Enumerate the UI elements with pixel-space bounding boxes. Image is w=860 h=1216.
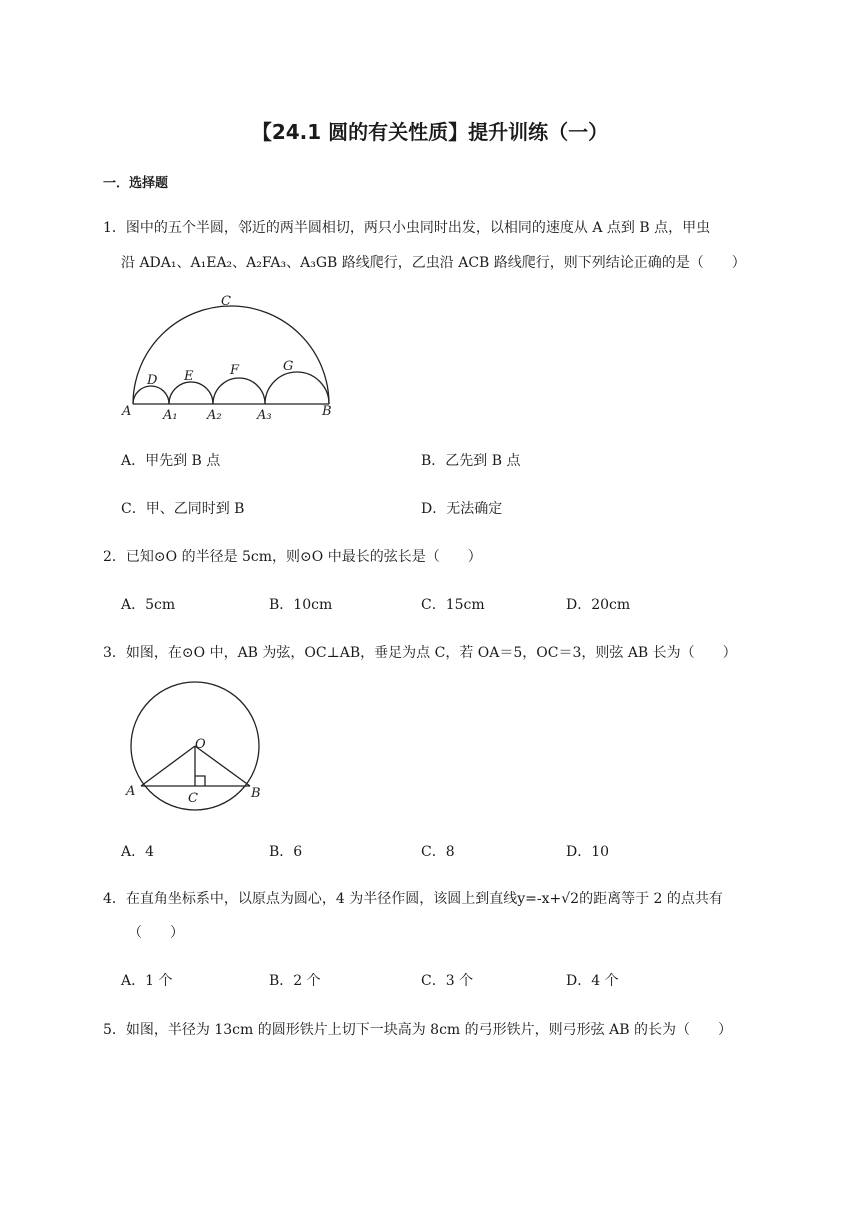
label-a: A bbox=[126, 784, 136, 799]
label-d: D bbox=[147, 373, 158, 388]
semicircle-d bbox=[133, 386, 169, 404]
label-a: A bbox=[122, 404, 132, 419]
question-1-option-c: C．甲、乙同时到 B bbox=[121, 501, 245, 517]
label-b: B bbox=[251, 786, 261, 801]
question-4-option-a: A．1 个 bbox=[121, 973, 173, 989]
question-4-line-2: （ ） bbox=[128, 925, 184, 941]
question-1-option-b: B．乙先到 B 点 bbox=[421, 453, 521, 469]
label-b: B bbox=[322, 404, 332, 419]
question-2-option-c: C．15cm bbox=[421, 597, 485, 613]
label-o: O bbox=[195, 737, 206, 752]
question-3-option-a: A．4 bbox=[121, 844, 155, 860]
question-2-option-a: A．5cm bbox=[121, 597, 176, 613]
question-1-option-a: A．甲先到 B 点 bbox=[121, 453, 221, 469]
question-3-option-b: B．6 bbox=[269, 844, 303, 860]
question-3-text: 3．如图，在⊙O 中，AB 为弦，OC⊥AB，垂足为点 C，若 OA＝5，OC＝3，则弦 AB 长为（ ） bbox=[103, 645, 737, 661]
segment-ob bbox=[195, 746, 250, 786]
semicircles-figure bbox=[115, 288, 345, 428]
label-a1: A₁ bbox=[163, 408, 178, 423]
question-3-option-c: C．8 bbox=[421, 844, 455, 860]
right-angle-mark bbox=[195, 776, 205, 786]
label-e: E bbox=[184, 369, 194, 384]
question-3-option-d: D．10 bbox=[566, 844, 610, 860]
semicircle-e bbox=[169, 382, 213, 404]
question-2-text: 2．已知⊙O 的半径是 5cm，则⊙O 中最长的弦长是（ ） bbox=[103, 549, 482, 565]
question-1-line-1: 1．图中的五个半圆，邻近的两半圆相切，两只小虫同时出发，以相同的速度从 A 点到 B 点，甲虫 bbox=[103, 220, 711, 236]
label-f: F bbox=[230, 363, 240, 378]
question-2-option-d: D．20cm bbox=[566, 597, 631, 613]
question-2-option-b: B．10cm bbox=[269, 597, 333, 613]
question-4-option-c: C．3 个 bbox=[421, 973, 474, 989]
page-title: 【24.1 圆的有关性质】提升训练（一） bbox=[251, 120, 609, 144]
label-g: G bbox=[283, 359, 294, 374]
label-a2: A₂ bbox=[207, 408, 222, 423]
question-1-option-d: D．无法确定 bbox=[421, 501, 503, 517]
question-4-option-b: B．2 个 bbox=[269, 973, 321, 989]
segment-oa bbox=[141, 746, 195, 786]
label-c: C bbox=[221, 294, 231, 309]
label-a3: A₃ bbox=[257, 408, 272, 423]
question-5-text: 5．如图，半径为 13cm 的圆形铁片上切下一块高为 8cm 的弓形铁片，则弓形弦 AB 的长为（ ） bbox=[103, 1022, 732, 1038]
semicircle-f bbox=[213, 378, 265, 404]
question-4-line-1: 4．在直角坐标系中，以原点为圆心，4 为半径作圆，该圆上到直线y=-x+√2的距离等于 2 的点共有 bbox=[103, 891, 723, 907]
section-heading: 一．选择题 bbox=[103, 176, 169, 191]
semicircle-g bbox=[265, 372, 329, 404]
circle-chord-figure bbox=[115, 678, 275, 818]
question-1-line-2: 沿 ADA₁、A₁EA₂、A₂FA₃、A₃GB 路线爬行，乙虫沿 ACB 路线爬行，则下列结论正确的是（ ） bbox=[121, 255, 746, 271]
label-c: C bbox=[188, 791, 198, 806]
question-4-option-d: D．4 个 bbox=[566, 973, 619, 989]
